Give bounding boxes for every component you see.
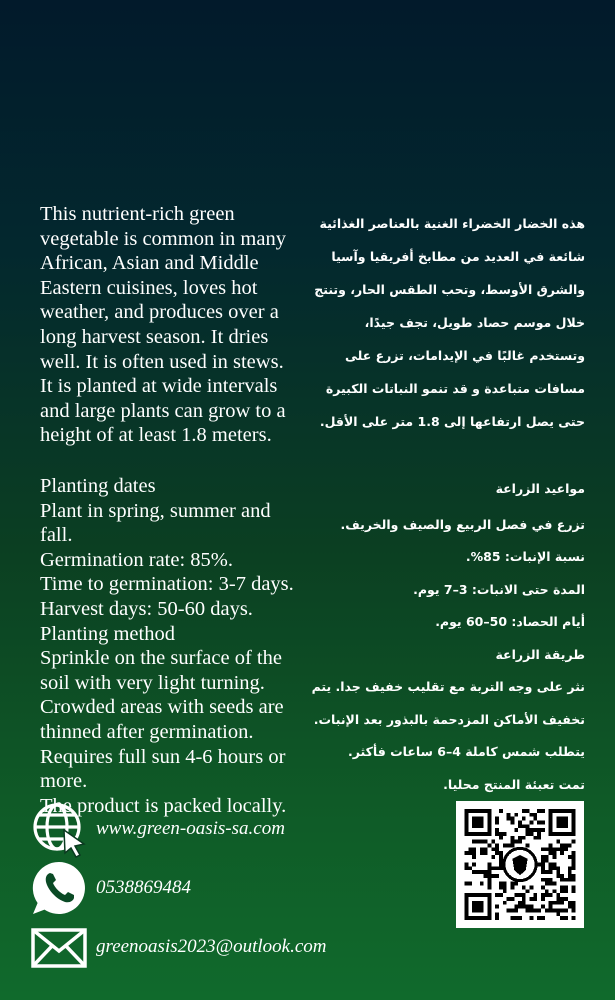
arabic-line: خلال موسم حصاد طويل، تجف جيدًا، bbox=[364, 315, 585, 330]
english-line: Crowded areas with seeds are bbox=[40, 696, 284, 719]
arabic-description bbox=[295, 207, 585, 438]
english-harvest-days: Harvest days: 50-60 days. bbox=[40, 597, 253, 620]
arabic-method-title: طريقة الزراعة bbox=[495, 646, 585, 662]
english-line: African, Asian and Middle bbox=[40, 252, 259, 275]
english-line: more. bbox=[40, 770, 88, 793]
english-planting-title: Planting dates bbox=[40, 475, 156, 497]
arabic-line: يتطلب شمس كاملة 4–6 ساعات فأكثر. bbox=[347, 744, 585, 759]
arabic-line: مسافات متباعدة و قد تنمو النباتات الكبيرة bbox=[325, 381, 585, 396]
envelope-icon bbox=[30, 918, 88, 976]
english-germination-time: Time to germination: 3-7 days. bbox=[40, 573, 294, 596]
arabic-line: والشرق الأوسط، وتحب الطقس الحار، وتنتج bbox=[314, 282, 585, 297]
email-contact[interactable] bbox=[30, 918, 327, 976]
website-link[interactable]: www.green-oasis-sa.com bbox=[96, 818, 285, 839]
arabic-germination-time: المدة حتى الانبات: 3–7 يوم. bbox=[413, 581, 585, 597]
english-line: vegetable is common in many bbox=[40, 227, 286, 250]
arabic-packaging-note: تمت تعبئة المنتج محليا. bbox=[443, 776, 585, 792]
english-line: It is planted at wide intervals bbox=[40, 375, 278, 398]
arabic-line: تزرع في فصل الربيع والصيف والخريف. bbox=[340, 516, 585, 532]
phone-number[interactable]: 0538869484 bbox=[96, 877, 191, 898]
english-line: and large plants can grow to a bbox=[40, 399, 286, 422]
website-contact[interactable] bbox=[30, 800, 285, 858]
english-line: Eastern cuisines, loves hot bbox=[40, 276, 258, 299]
english-line: weather, and produces over a bbox=[40, 301, 279, 324]
english-line: soil with very light turning. bbox=[40, 671, 265, 694]
english-line: This nutrient-rich green bbox=[40, 203, 235, 225]
arabic-line: تخفيف الأماكن المزدحمة بالبذور بعد الإنبات. bbox=[313, 711, 585, 727]
email-link[interactable]: greenoasis2023@outlook.com bbox=[96, 936, 327, 957]
english-line: long harvest season. It dries bbox=[40, 325, 269, 348]
english-packaging-note: The product is packed locally. bbox=[40, 794, 287, 817]
english-germination-rate: Germination rate: 85%. bbox=[40, 548, 233, 571]
whatsapp-icon bbox=[30, 859, 88, 917]
arabic-line: حتى يصل ارتفاعها إلى 1.8 متر على الأقل. bbox=[319, 414, 585, 429]
qr-code[interactable] bbox=[456, 801, 584, 928]
english-description bbox=[40, 202, 308, 448]
english-planting-info bbox=[40, 474, 308, 818]
english-line: height of at least 1.8 meters. bbox=[40, 424, 272, 447]
arabic-germination-rate: نسبة الإنبات: 85%. bbox=[465, 549, 585, 564]
english-method-title: Planting method bbox=[40, 622, 175, 645]
globe-cursor-icon bbox=[30, 800, 88, 858]
phone-contact[interactable] bbox=[30, 859, 191, 917]
english-line: Plant in spring, summer and fall. bbox=[40, 499, 271, 547]
english-line: Sprinkle on the surface of the bbox=[40, 647, 282, 670]
arabic-line: شائعة في العديد من مطابخ أفريقيا وآسيا bbox=[331, 249, 585, 264]
arabic-planting-title: مواعيد الزراعة bbox=[495, 481, 585, 496]
arabic-harvest-days: أيام الحصاد: 50–60 يوم. bbox=[435, 614, 585, 629]
arabic-line: وتستخدم غالبًا في الإيدامات، تزرع على bbox=[344, 348, 585, 363]
english-line: thinned after germination. bbox=[40, 720, 254, 743]
english-line: Requires full sun 4-6 hours or bbox=[40, 745, 286, 768]
arabic-line: هذه الخضار الخضراء الغنية بالعناصر الغذائية bbox=[319, 216, 585, 231]
arabic-planting-info bbox=[295, 473, 585, 801]
english-line: well. It is often used in stews. bbox=[40, 350, 284, 373]
qr-code-icon bbox=[464, 809, 576, 920]
arabic-line: نثر على وجه التربة مع تقليب خفيف جدا. يتم bbox=[311, 679, 585, 694]
